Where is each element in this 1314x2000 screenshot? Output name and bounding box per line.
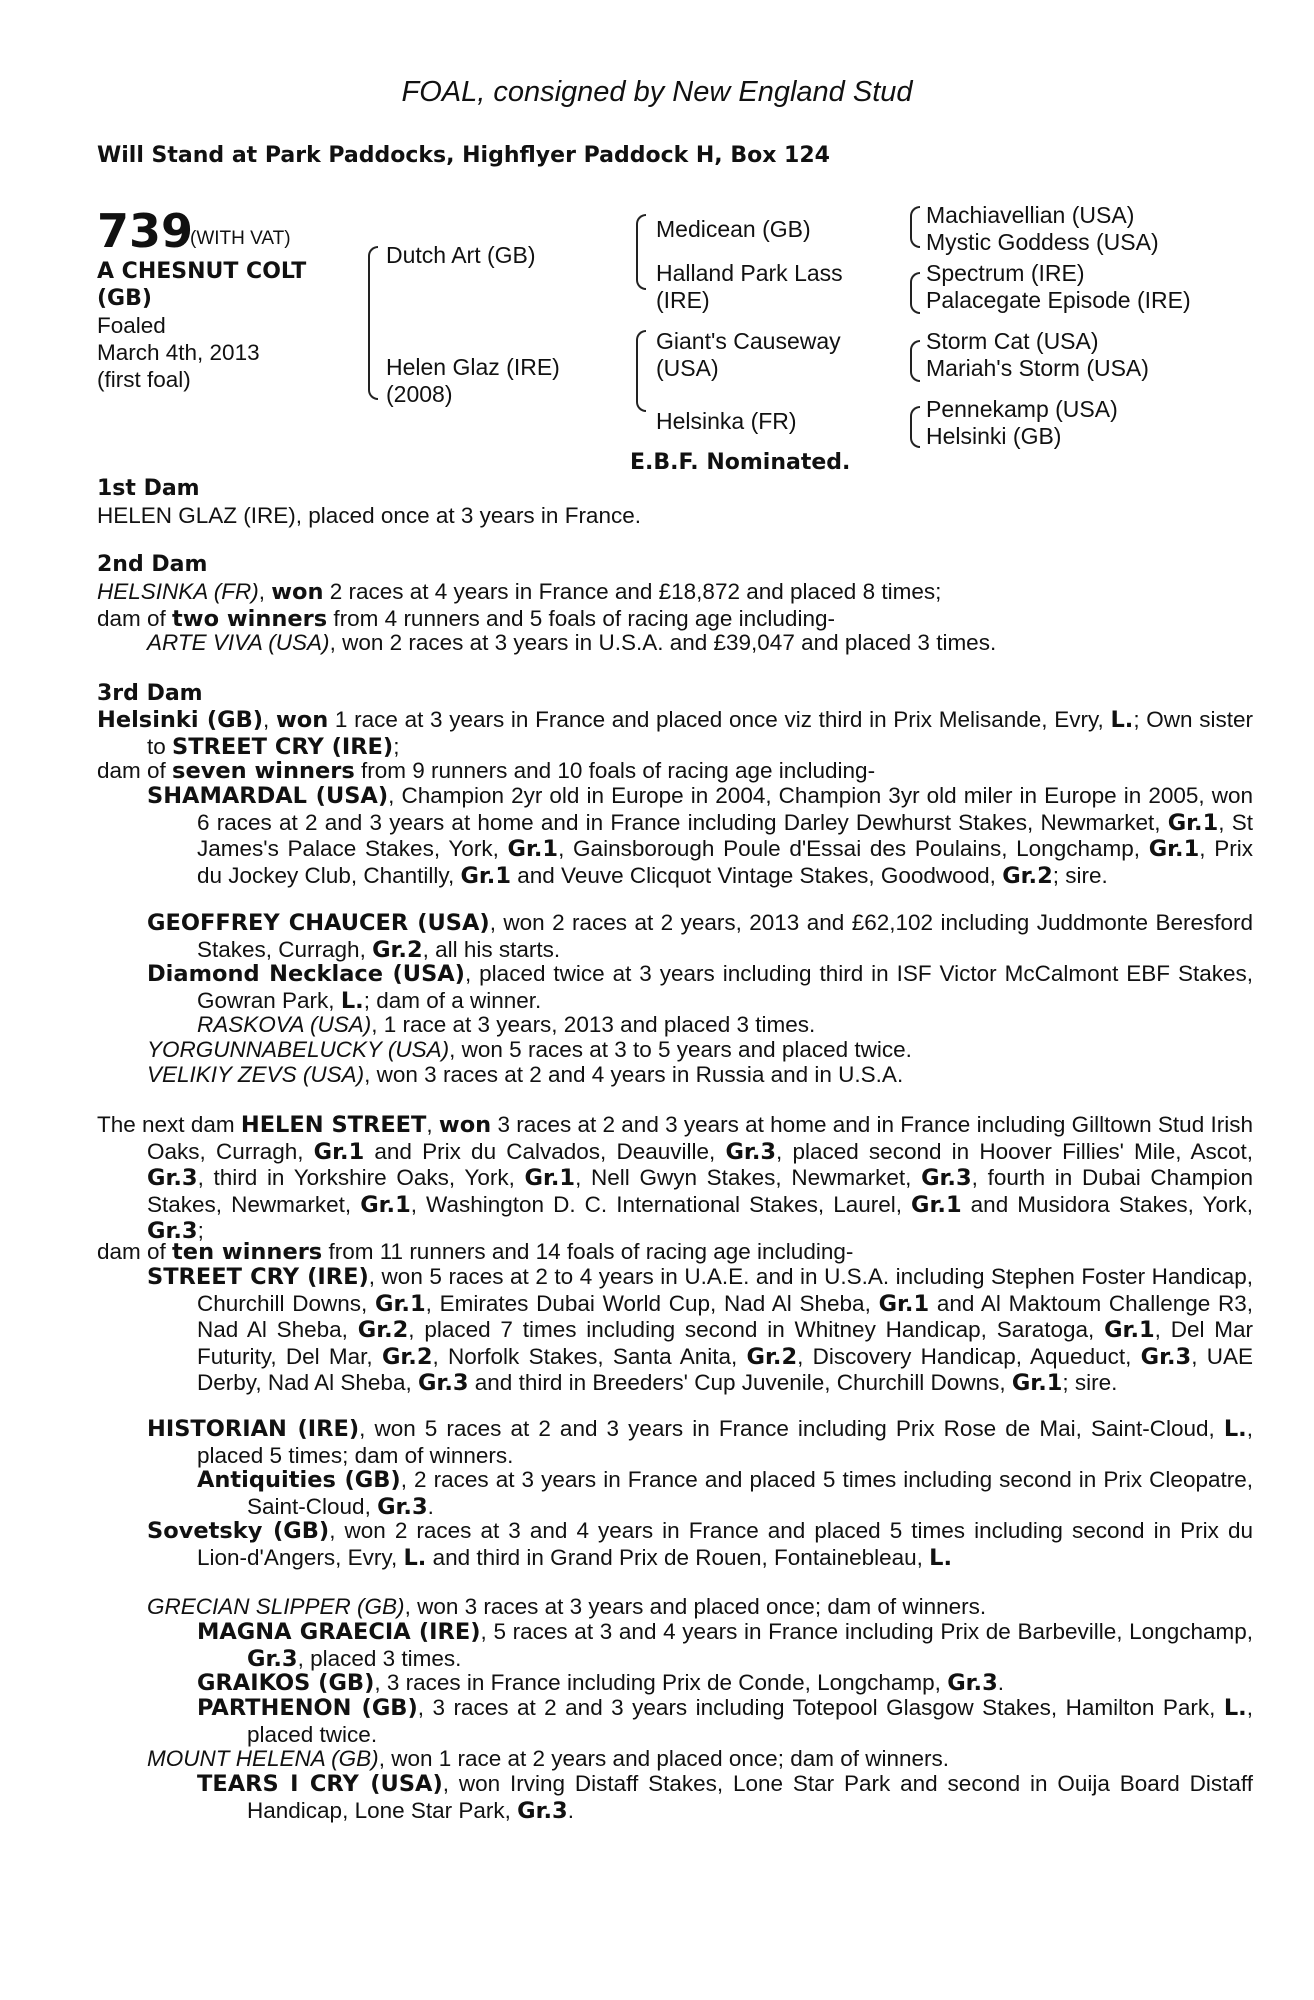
pedigree-g4: Palacegate Episode (IRE) <box>926 287 1191 313</box>
pedigree-bracket <box>636 330 646 412</box>
horse-name: HELEN STREET <box>240 1112 427 1138</box>
entry-text: , won 3 races at 3 years and placed once; dam of winners. <box>404 1594 987 1619</box>
progeny-entry <box>197 1771 1253 1824</box>
horse-name: GRECIAN SLIPPER (GB) <box>147 1594 405 1619</box>
entry-text: and Musidora Stakes, York, <box>961 1191 1253 1217</box>
horse-name: Helsinki (GB) <box>97 707 264 733</box>
progeny-entry <box>197 1467 1253 1520</box>
entry-text: , won 2 races at 3 years in U.S.A. and £39,047 and placed 3 times. <box>329 630 997 655</box>
entry-text: ; <box>197 1218 204 1243</box>
lot-description <box>97 258 357 312</box>
entry-text: , won 5 races at 2 to 4 years in U.A.E. and in U.S.A. including Stephen Foster Handicap, Churchill Downs, <box>197 1264 1253 1316</box>
horse-name: STREET CRY (IRE) <box>147 1264 369 1290</box>
grade-label: Gr.1 <box>360 1191 411 1218</box>
grade-label: Gr.3 <box>247 1645 298 1672</box>
entry-text: , Washington D. C. International Stakes, Laurel, <box>410 1191 912 1217</box>
entry-text: , 2 races at 3 years in France and placed 5 times including second in Prix Cleopatre, Saint-Cloud, <box>247 1467 1253 1519</box>
entry-text: . <box>997 1670 1005 1695</box>
winners-count: seven winners <box>172 758 355 784</box>
entry-text: , Gainsborough Poule d'Essai des Poulains, Longchamp, <box>558 836 1149 861</box>
lot-description-line: A CHESNUT COLT <box>97 259 307 284</box>
dam-of-line <box>97 1239 1203 1266</box>
entry-text: ; <box>393 733 400 759</box>
horse-name: VELIKIY ZEVS (USA) <box>147 1062 365 1087</box>
entry-text: 1 race at 3 years in France and placed once viz third in Prix Melisande, Evry, <box>328 707 1111 732</box>
lot-number: 739 <box>97 204 194 258</box>
progeny-entry <box>147 1037 1203 1063</box>
entry-text: , placed twice. <box>247 1695 1253 1747</box>
entry-text: from 9 runners and 10 foals of racing age including- <box>354 758 876 783</box>
pedigree-dam-name: Helen Glaz (IRE) <box>386 354 560 380</box>
entry-text: . <box>567 1797 574 1823</box>
won-label: won <box>275 707 329 733</box>
vat-note: (WITH VAT) <box>190 228 291 249</box>
progeny-entry <box>147 1062 1203 1088</box>
progeny-entry <box>147 961 1253 1014</box>
entry-text: from 11 runners and 14 foals of racing age including- <box>322 1239 854 1264</box>
progeny-entry <box>147 910 1253 963</box>
entry-text: , placed 7 times including second in Whitney Handicap, Saratoga, <box>408 1317 1105 1342</box>
entry-text: , won 2 races at 3 and 4 years in France and placed 5 times including second in Prix du Lion-d'Angers, Evry, <box>197 1518 1253 1570</box>
entry-text: , 3 races at 2 and 3 years including Totepool Glasgow Stakes, Hamilton Park, <box>417 1695 1224 1720</box>
pedigree-g2: Mystic Goddess (USA) <box>926 229 1159 255</box>
horse-name: HISTORIAN (IRE) <box>147 1416 360 1442</box>
pedigree-g6: Mariah's Storm (USA) <box>926 355 1149 381</box>
first-dam-heading: 1st Dam <box>97 476 200 501</box>
entry-text: , won 3 races at 2 and 4 years in Russia and in U.S.A. <box>364 1062 904 1087</box>
entry-text: , Discovery Handicap, Aqueduct, <box>797 1343 1141 1369</box>
entry-text: , placed 3 times. <box>297 1645 462 1671</box>
horse-name: SHAMARDAL (USA) <box>147 783 389 809</box>
pedigree-sire: Dutch Art (GB) <box>386 242 536 268</box>
catalog-header: FOAL, consigned by New England Stud <box>401 76 913 108</box>
entry-text: ; Own sister to <box>147 707 1253 759</box>
horse-name: GRAIKOS (GB) <box>197 1670 375 1696</box>
entry-text: , won 5 races at 3 to 5 years and placed twice. <box>449 1037 912 1062</box>
horse-name: Antiquities (GB) <box>197 1467 401 1493</box>
entry-text: , won 5 races at 2 and 3 years in France including Prix Rose de Mai, Saint-Cloud, <box>359 1416 1224 1441</box>
grade-label: Gr.1 <box>375 1290 426 1317</box>
grade-label: Gr.1 <box>507 836 559 862</box>
pedigree-sire-sire: Medicean (GB) <box>656 216 811 242</box>
listed-label: L. <box>929 1544 953 1571</box>
entry-text: from 4 runners and 5 foals of racing age including- <box>327 605 835 631</box>
second-dam-heading: 2nd Dam <box>97 552 208 577</box>
progeny-entry <box>147 1746 1203 1772</box>
won-label: won <box>438 1112 492 1138</box>
horse-name: GEOFFREY CHAUCER (USA) <box>147 910 490 936</box>
progeny-entry <box>197 1619 1253 1672</box>
entry-text: , Champion 2yr old in Europe in 2004, Champion 3yr old miler in Europe in 2005, won 6 races at 2 and 3 years at home and in France including Darley Dewhurst Stakes, Newmarket, <box>197 783 1253 835</box>
entry-text: ; sire. <box>1052 862 1108 888</box>
entry-text: , 1 race at 3 years, 2013 and placed 3 times. <box>371 1012 816 1037</box>
grade-label: Gr.3 <box>947 1670 998 1696</box>
progeny-entry <box>147 1416 1253 1468</box>
progeny-entry <box>147 1518 1253 1571</box>
stand-location: Will Stand at Park Paddocks, Highflyer Paddock H, Box 124 <box>97 143 830 168</box>
grade-label: Gr.1 <box>1011 1370 1063 1396</box>
grade-label: Gr.2 <box>746 1343 798 1370</box>
pedigree-g1: Machiavellian (USA) <box>926 202 1135 228</box>
entry-text: , placed 5 times; dam of winners. <box>197 1416 1253 1468</box>
won-label: won <box>271 579 324 605</box>
entry-text: , placed second in Hoover Fillies' Mile, Ascot, <box>776 1138 1254 1164</box>
pedigree-sire-dam-line: Halland Park Lass <box>656 260 843 286</box>
entry-text: The next dam <box>97 1112 241 1137</box>
listed-label: L. <box>1223 1695 1247 1721</box>
dam-of-line <box>97 758 1203 785</box>
listed-label: L. <box>1223 1416 1247 1442</box>
entry-text: , Prix du Jockey Club, Chantilly, <box>197 836 1253 888</box>
horse-name: STREET CRY (IRE) <box>172 733 394 760</box>
entry-text: , Nell Gwyn Stakes, Newmarket, <box>575 1165 922 1190</box>
horse-name: Sovetsky (GB) <box>147 1518 330 1544</box>
grade-label: Gr.1 <box>313 1138 365 1165</box>
entry-text: , won 1 race at 2 years and placed once; dam of winners. <box>378 1746 950 1771</box>
progeny-entry <box>197 1012 1203 1038</box>
entry-text: , 3 races in France including Prix de Conde, Longchamp, <box>374 1670 948 1695</box>
entry-text: dam of <box>97 1239 173 1264</box>
grade-label: Gr.3 <box>417 1370 469 1396</box>
horse-name: RASKOVA (USA) <box>197 1012 372 1037</box>
entry-text: , Del Mar Futurity, Del Mar, <box>197 1317 1254 1369</box>
horse-name: MAGNA GRAECIA (IRE) <box>197 1619 481 1645</box>
pedigree-dam-sire-line: Giant's Causeway <box>656 328 841 354</box>
grade-label: Gr.1 <box>1167 809 1219 836</box>
grade-label: Gr.3 <box>921 1165 972 1191</box>
pedigree-bracket <box>636 214 646 290</box>
entry-text: and third in Breeders' Cup Juvenile, Churchill Downs, <box>468 1370 1012 1395</box>
grade-label: Gr.1 <box>1148 836 1200 862</box>
grade-label: Gr.1 <box>1104 1317 1155 1343</box>
pedigree-bracket <box>910 206 920 248</box>
entry-text: , Emirates Dubai World Cup, Nad Al Sheba, <box>425 1290 879 1316</box>
progeny-entry <box>147 630 1203 656</box>
progeny-entry <box>197 1670 1203 1697</box>
pedigree-sire-dam-line: (IRE) <box>656 287 710 313</box>
entry-text: , UAE Derby, Nad Al Sheba, <box>197 1343 1253 1395</box>
horse-name: MOUNT HELENA (GB) <box>147 1746 379 1771</box>
entry-text: and third in Grand Prix de Rouen, Fontainebleau, <box>426 1544 930 1570</box>
third-dam-entry: Helsinki (GB), won 1 race at 3 years in France and placed once viz third in Prix Melisande, Evry, L.; Own sister to STREET CRY (IRE); <box>97 707 1253 760</box>
winners-count: ten winners <box>172 1239 323 1265</box>
grade-label: Gr.3 <box>377 1493 428 1520</box>
progeny-entry <box>147 1594 1203 1620</box>
grade-label: Gr.1 <box>878 1290 930 1317</box>
third-dam-heading: 3rd Dam <box>97 681 203 706</box>
entry-text: , won Irving Distaff Stakes, Lone Star Park and second in Ouija Board Distaff Handicap, Lone Star Park, <box>247 1771 1254 1823</box>
pedigree-dam-sire-line: (USA) <box>656 355 719 381</box>
grade-label: Gr.3 <box>147 1218 198 1244</box>
grade-label: Gr.1 <box>911 1191 962 1218</box>
pedigree-bracket <box>368 246 378 400</box>
entry-text: ; dam of a winner. <box>363 987 542 1013</box>
entry-text: , won 2 races at 2 years, 2013 and £62,102 including Juddmonte Beresford Stakes, Curragh, <box>197 910 1253 962</box>
listed-label: L. <box>403 1544 427 1571</box>
progeny-entry <box>147 783 1253 889</box>
horse-name: TEARS I CRY (USA) <box>197 1771 443 1797</box>
next-dam-entry: The next dam HELEN STREET, won 3 races at 2 and 3 years at home and in France including Gilltown Stud Irish Oaks, Curragh, Gr.1 and Prix du Calvados, Deauville, Gr.3, placed second in Hoover Fillies' Mile, Ascot, Gr.3, third in Yorkshire Oaks, York, Gr.1, Nell Gwyn Stakes, Newmarket, Gr.3, fourth in Dubai Champion Stakes, Newmarket, Gr.1, Washington D. C. International Stakes, Laurel, Gr.1 and Musidora Stakes, York, Gr.3; <box>97 1112 1254 1244</box>
pedigree-g8: Helsinki (GB) <box>926 423 1062 449</box>
entry-text: dam of <box>97 605 173 631</box>
pedigree-bracket <box>910 340 920 382</box>
pedigree-dam-sire <box>656 328 841 382</box>
pedigree-g7: Pennekamp (USA) <box>926 396 1118 422</box>
pedigree-g3: Spectrum (IRE) <box>926 260 1085 286</box>
entry-text: and Al Maktoum Challenge R3, Nad Al Sheba, <box>197 1290 1254 1342</box>
grade-label: Gr.3 <box>1140 1343 1192 1370</box>
horse-name: Diamond Necklace (USA) <box>147 961 465 987</box>
horse-name: PARTHENON (GB) <box>197 1695 418 1721</box>
grade-label: Gr.3 <box>517 1797 568 1824</box>
entry-text: , third in Yorkshire Oaks, York, <box>197 1165 525 1190</box>
grade-label: Gr.2 <box>357 1317 409 1343</box>
horse-name: YORGUNNABELUCKY (USA) <box>147 1037 450 1062</box>
entry-text: and Veuve Clicquot Vintage Stakes, Goodwood, <box>511 862 1003 888</box>
listed-label: L. <box>340 987 364 1014</box>
foaled-date: March 4th, 2013 <box>97 340 260 365</box>
grade-label: Gr.3 <box>147 1165 198 1191</box>
progeny-entry <box>147 1264 1253 1397</box>
pedigree-dam-year: (2008) <box>386 381 453 407</box>
pedigree-dam-dam: Helsinka (FR) <box>656 408 797 434</box>
first-dam-text: HELEN GLAZ (IRE), placed once at 3 years in France. <box>97 503 641 528</box>
entry-text: and Prix du Calvados, Deauville, <box>364 1138 726 1164</box>
grade-label: Gr.1 <box>524 1165 576 1191</box>
grade-label: Gr.2 <box>1002 862 1053 889</box>
pedigree-dam <box>386 354 560 408</box>
entry-text: , Norfolk Stakes, Santa Anita, <box>432 1343 747 1369</box>
entry-text: , placed twice at 3 years including third in ISF Victor McCalmont EBF Stakes, Gowran Park, <box>197 961 1254 1013</box>
grade-label: Gr.1 <box>460 862 512 889</box>
second-dam-entry: HELSINKA (FR), won 2 races at 4 years in France and £18,872 and placed 8 times; dam of two winners from 4 runners and 5 foals of racing age including- <box>97 579 942 632</box>
entry-text: , all his starts. <box>422 936 561 962</box>
ebf-nominated: E.B.F. Nominated. <box>630 450 851 475</box>
entry-text: dam of <box>97 758 173 783</box>
entry-text: ; sire. <box>1062 1370 1118 1395</box>
progeny-entry <box>197 1695 1253 1747</box>
entry-text: , fourth in Dubai Champion Stakes, Newmarket, <box>147 1165 1253 1217</box>
grade-label: Gr.2 <box>372 936 423 963</box>
entry-text: 3 races at 2 and 3 years at home and in France including Gilltown Stud Irish Oaks, Curragh, <box>147 1112 1253 1164</box>
entry-text: . <box>427 1493 434 1519</box>
pedigree-bracket <box>910 406 920 448</box>
pedigree-g5: Storm Cat (USA) <box>926 328 1099 354</box>
horse-name: HELSINKA (FR) <box>97 579 259 604</box>
lot-description-line: (GB) <box>97 286 152 311</box>
grade-label: Gr.3 <box>725 1138 777 1165</box>
entry-text: , St James's Palace Stakes, York, <box>197 809 1253 861</box>
grade-label: Gr.2 <box>381 1343 433 1370</box>
entry-text: 2 races at 4 years in France and £18,872 and placed 8 times; <box>323 579 942 604</box>
foaled-label: Foaled <box>97 313 166 338</box>
listed-label: L. <box>1110 707 1134 733</box>
entry-text: , 5 races at 3 and 4 years in France including Prix de Barbeville, Longchamp, <box>480 1619 1253 1644</box>
foal-note: (first foal) <box>97 367 191 392</box>
pedigree-bracket <box>910 272 920 314</box>
winners-count: two winners <box>172 605 328 632</box>
pedigree-sire-dam <box>656 260 843 314</box>
foaled-info <box>97 312 327 393</box>
horse-name: ARTE VIVA (USA) <box>147 630 330 655</box>
